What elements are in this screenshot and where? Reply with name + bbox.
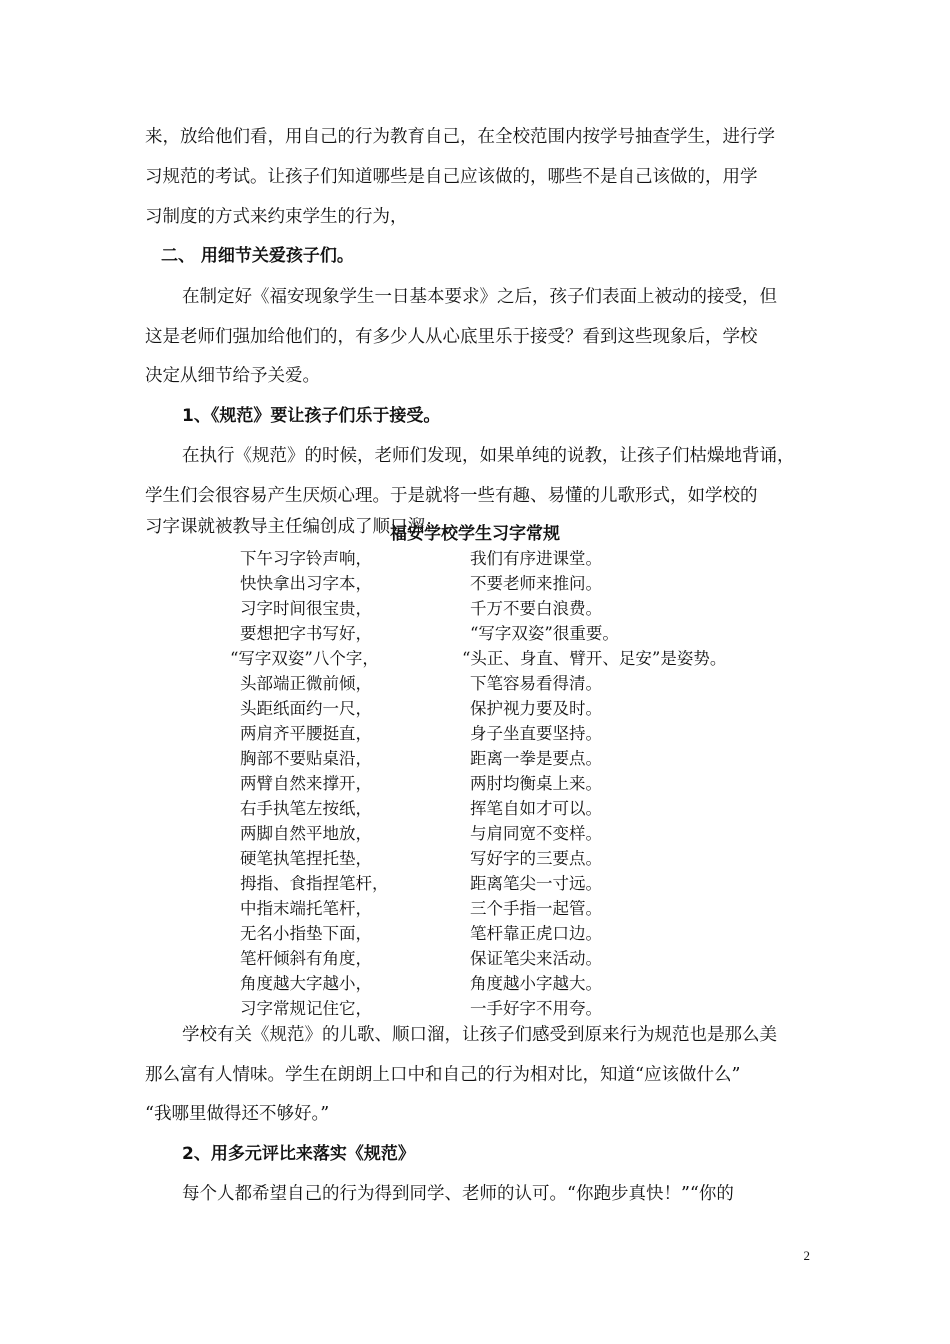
body-text-line: 习字课就被教导主任编创成了顺口溜： bbox=[145, 517, 443, 537]
poem-row bbox=[0, 796, 950, 821]
poem-left: 快快拿出习字本， bbox=[240, 574, 372, 593]
poem-left: 硬笔执笔捏托垫， bbox=[240, 849, 372, 868]
body-text-line: 学生们会很容易产生厌烦心理。于是就将一些有趣、易懂的儿歌形式，如学校的 bbox=[145, 486, 758, 506]
body-text-line: 那么富有人情味。学生在朗朗上口中和自己的行为相对比，知道“应该做什么” bbox=[145, 1065, 741, 1085]
poem-left: “写字双姿”八个字， bbox=[230, 649, 379, 668]
body-text-line: 这是老师们强加给他们的，有多少人从心底里乐于接受？看到这些现象后，学校 bbox=[145, 327, 758, 347]
poem-row bbox=[0, 871, 950, 896]
poem-row bbox=[0, 546, 950, 571]
poem-right: 距离笔尖一寸远。 bbox=[470, 874, 602, 893]
poem-title: 福安学校学生习字常规 bbox=[390, 524, 560, 544]
page-number: 2 bbox=[803, 1248, 810, 1263]
poem-left: 两脚自然平地放， bbox=[240, 824, 372, 843]
poem-right: “写字双姿”很重要。 bbox=[470, 624, 619, 643]
poem-left: 角度越大字越小， bbox=[240, 974, 372, 993]
poem-row bbox=[0, 946, 950, 971]
poem-right: 不要老师来推问。 bbox=[470, 574, 602, 593]
body-text-line: 习制度的方式来约束学生的行为， bbox=[145, 207, 408, 227]
poem-right: 三个手指一起管。 bbox=[470, 899, 602, 918]
poem-left: 笔杆倾斜有角度， bbox=[240, 949, 372, 968]
poem-row bbox=[0, 596, 950, 621]
poem-left: 两臂自然来撑开， bbox=[240, 774, 372, 793]
poem-row bbox=[0, 646, 950, 671]
poem-row bbox=[0, 971, 950, 996]
poem-row bbox=[0, 571, 950, 596]
poem-right: 写好字的三要点。 bbox=[470, 849, 602, 868]
poem-right: “头正、身直、臂开、足安”是姿势。 bbox=[462, 649, 727, 668]
poem-right: 保护视力要及时。 bbox=[470, 699, 602, 718]
poem-row bbox=[0, 671, 950, 696]
poem-row bbox=[0, 821, 950, 846]
subsection-heading: 1、《规范》要让孩子们乐于接受。 bbox=[182, 406, 441, 426]
poem-row bbox=[0, 921, 950, 946]
section-heading: 二、 用细节关爱孩子们。 bbox=[161, 246, 354, 266]
poem-right: 与肩同宽不变样。 bbox=[470, 824, 602, 843]
poem-left: 右手执笔左按纸， bbox=[240, 799, 372, 818]
poem-right: 千万不要白浪费。 bbox=[470, 599, 602, 618]
poem-left: 习字常规记住它， bbox=[240, 999, 372, 1018]
body-text-line: 每个人都希望自己的行为得到同学、老师的认可。“你跑步真快！”“你的 bbox=[182, 1184, 734, 1204]
poem-left: 头距纸面约一尺， bbox=[240, 699, 372, 718]
poem-right: 我们有序进课堂。 bbox=[470, 549, 602, 568]
poem-left: 拇指、食指捏笔杆， bbox=[240, 874, 389, 893]
poem-row bbox=[0, 846, 950, 871]
poem-right: 距离一拳是要点。 bbox=[470, 749, 602, 768]
poem-right: 一手好字不用夸。 bbox=[470, 999, 602, 1018]
body-text-line: 在制定好《福安现象学生一日基本要求》之后，孩子们表面上被动的接受，但 bbox=[182, 287, 777, 307]
body-text-line: 来，放给他们看，用自己的行为教育自己，在全校范围内按学号抽查学生，进行学 bbox=[145, 127, 775, 147]
poem-row bbox=[0, 696, 950, 721]
poem-left: 下午习字铃声响， bbox=[240, 549, 372, 568]
poem bbox=[0, 546, 950, 1021]
poem-row bbox=[0, 721, 950, 746]
poem-row bbox=[0, 771, 950, 796]
poem-right: 身子坐直要坚持。 bbox=[470, 724, 602, 743]
poem-right: 两肘均衡桌上来。 bbox=[470, 774, 602, 793]
poem-right: 下笔容易看得清。 bbox=[470, 674, 602, 693]
poem-left: 中指末端托笔杆， bbox=[240, 899, 372, 918]
poem-row bbox=[0, 621, 950, 646]
subsection-heading: 2、用多元评比来落实《规范》 bbox=[182, 1144, 415, 1164]
poem-right: 挥笔自如才可以。 bbox=[470, 799, 602, 818]
body-text-line: 决定从细节给予关爱。 bbox=[145, 366, 320, 386]
poem-left: 要想把字书写好， bbox=[240, 624, 372, 643]
poem-left: 胸部不要贴桌沿， bbox=[240, 749, 372, 768]
body-text-line: “我哪里做得还不够好。” bbox=[145, 1104, 330, 1124]
poem-right: 笔杆靠正虎口边。 bbox=[470, 924, 602, 943]
poem-left: 两肩齐平腰挺直， bbox=[240, 724, 372, 743]
poem-row bbox=[0, 746, 950, 771]
body-text-line: 习规范的考试。让孩子们知道哪些是自己应该做的，哪些不是自己该做的，用学 bbox=[145, 167, 758, 187]
poem-row bbox=[0, 896, 950, 921]
poem-left: 头部端正微前倾， bbox=[240, 674, 372, 693]
poem-left: 习字时间很宝贵， bbox=[240, 599, 372, 618]
poem-left: 无名小指垫下面， bbox=[240, 924, 372, 943]
body-text-line: 在执行《规范》的时候，老师们发现，如果单纯的说教，让孩子们枯燥地背诵， bbox=[182, 446, 795, 466]
poem-right: 角度越小字越大。 bbox=[470, 974, 602, 993]
body-text-line: 学校有关《规范》的儿歌、顺口溜，让孩子们感受到原来行为规范也是那么美 bbox=[182, 1025, 777, 1045]
poem-right: 保证笔尖来活动。 bbox=[470, 949, 602, 968]
